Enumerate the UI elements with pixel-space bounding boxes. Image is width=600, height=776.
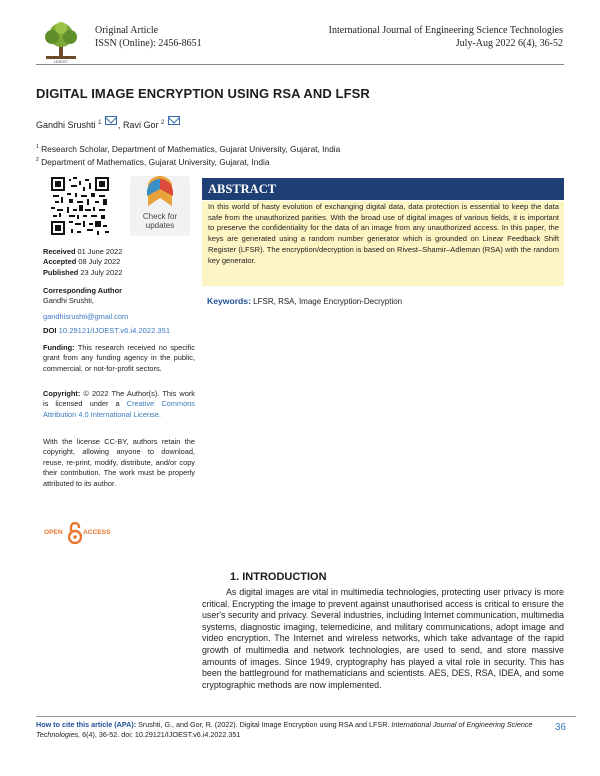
cite-label: How to cite this article (APA):	[36, 720, 137, 729]
email-icon[interactable]	[168, 116, 180, 125]
keywords	[207, 296, 402, 306]
corresponding-author: Corresponding Author Gandhi Srushti, gandhisrushti@gmail.com	[43, 286, 195, 322]
footer-divider	[36, 716, 576, 717]
doi-block: DOI 10.29121/IJOEST.v6.i4.2022.351	[43, 326, 171, 335]
published-date: 23 July 2022	[80, 267, 123, 277]
license-link[interactable]: Creative Commons Attribution 4.0 International License.	[43, 399, 195, 419]
email-icon[interactable]	[105, 116, 117, 125]
article-type: Original Article	[95, 25, 159, 36]
introduction-heading: 1. INTRODUCTION	[230, 571, 327, 583]
copyright-block: Copyright: © 2022 The Author(s). This work is licensed under a Creative Commons Attribution 4.0 International License.	[43, 389, 195, 419]
paper-title: DIGITAL IMAGE ENCRYPTION USING RSA AND LFSR	[36, 86, 370, 101]
accepted-date: 08 July 2022	[78, 257, 121, 267]
affiliation-1: $^1$ Research Scholar, Department of Mathematics, Gujarat University, Gujarat, India	[36, 143, 341, 154]
page-number: 36	[554, 722, 566, 733]
abstract-heading: ABSTRACT	[202, 178, 564, 200]
corresponding-name: Gandhi Srushti,	[43, 296, 94, 306]
journal-name: International Journal of Engineering Science Technologies	[328, 25, 563, 36]
header-right	[329, 24, 563, 50]
issue-info: July-Aug 2022 6(4), 36-52	[455, 38, 563, 49]
abstract-text: In this world of hasty evolution of exchanging digital data, data protection is essential to keep the data safe from the unauthorized parities. With the broad use of digital images of various fields, it is important to preserve the confidentiality for the data of an image from any unauthorized access. In this paper, the keys are generated using a random number generator which is grounded on Linear Feedback Shift Register (LFSR). The encryption/decryption is based on Rivest–Shamir–Adleman (RSA) with the random key generator.	[202, 201, 564, 286]
badge-text: Check for updates	[142, 212, 178, 230]
funding-block: Funding: This research received no specific grant from any funding agency in the public, commercial, or not-for-profit sectors.	[43, 343, 196, 373]
received-date: 01 June 2022	[77, 247, 123, 256]
author-1-sup: 1	[98, 120, 102, 126]
doi-link[interactable]: 10.29121/IJOEST.v6.i4.2022.351	[58, 326, 171, 335]
header-left	[95, 24, 202, 50]
author-2-name: Ravi Gor	[122, 120, 159, 130]
open-access-logo: OPEN ACCESS	[44, 522, 124, 544]
author-list: Gandhi Srushti $^1$ , Ravi Gor $^2$	[36, 119, 181, 130]
author-1-name: Gandhi Srushti	[36, 120, 96, 130]
svg-text:IJOEST: IJOEST	[53, 59, 69, 64]
dates-block: Received 01 June 2022 Accepted 08 July 2022 Published 23 July 2022	[43, 247, 123, 277]
check-for-updates-badge[interactable]	[130, 176, 190, 236]
affiliations	[36, 142, 340, 169]
header-divider	[36, 64, 564, 65]
journal-logo	[36, 20, 86, 64]
citation-footer: How to cite this article (APA): Srushti, G., and Gor, R. (2022). Digital Image Encryption using RSA and LFSR. International Journal of Engineering Science Technologies, 6(4), 36-52. doi: 10.29121/IJOEST.v6.i4.2022.351	[36, 720, 533, 739]
introduction-paragraph: As digital images are vital in multimedia technologies, protecting user privacy is more critical. Encrypting the image to prevent against unauthorised access is critical to ensure the user's security and privacy. Several industries, including Internet communication, multimedia systems, diagnostic imaging, telemedicine, and military communications, adopt image and video encryption. The Internet and wireless networks, which take advantage of the rapid growth of multimedia and network technologies, are used to send, and store massive amounts of images. Since 1949, cryptography has played a vital role in security. This has been the battleground for mathematicians and scientists. AES, DES, RSA, IDEA, and some cryptographic methods are now implemented.	[202, 587, 564, 690]
keywords-list: LFSR, RSA, Image Encryption-Decryption	[253, 297, 403, 306]
license-note: With the license CC-BY, authors retain the copyright, allowing anyone to download, reuse, re-print, modify, distribute, and/or copy their contribution. The work must be properly attributed to its author.	[43, 437, 195, 488]
author-2-sup: 2	[160, 120, 165, 126]
issn: ISSN (Online): 2456-8651	[95, 38, 202, 49]
keywords-label: Keywords:	[207, 296, 251, 306]
affiliation-2: $^2$ Department of Mathematics, Gujarat University, Gujarat, India	[36, 157, 270, 168]
open-lock-icon	[68, 522, 82, 544]
corresponding-email-link[interactable]: gandhisrushti@gmail.com	[43, 311, 129, 321]
qr-code	[51, 177, 109, 235]
